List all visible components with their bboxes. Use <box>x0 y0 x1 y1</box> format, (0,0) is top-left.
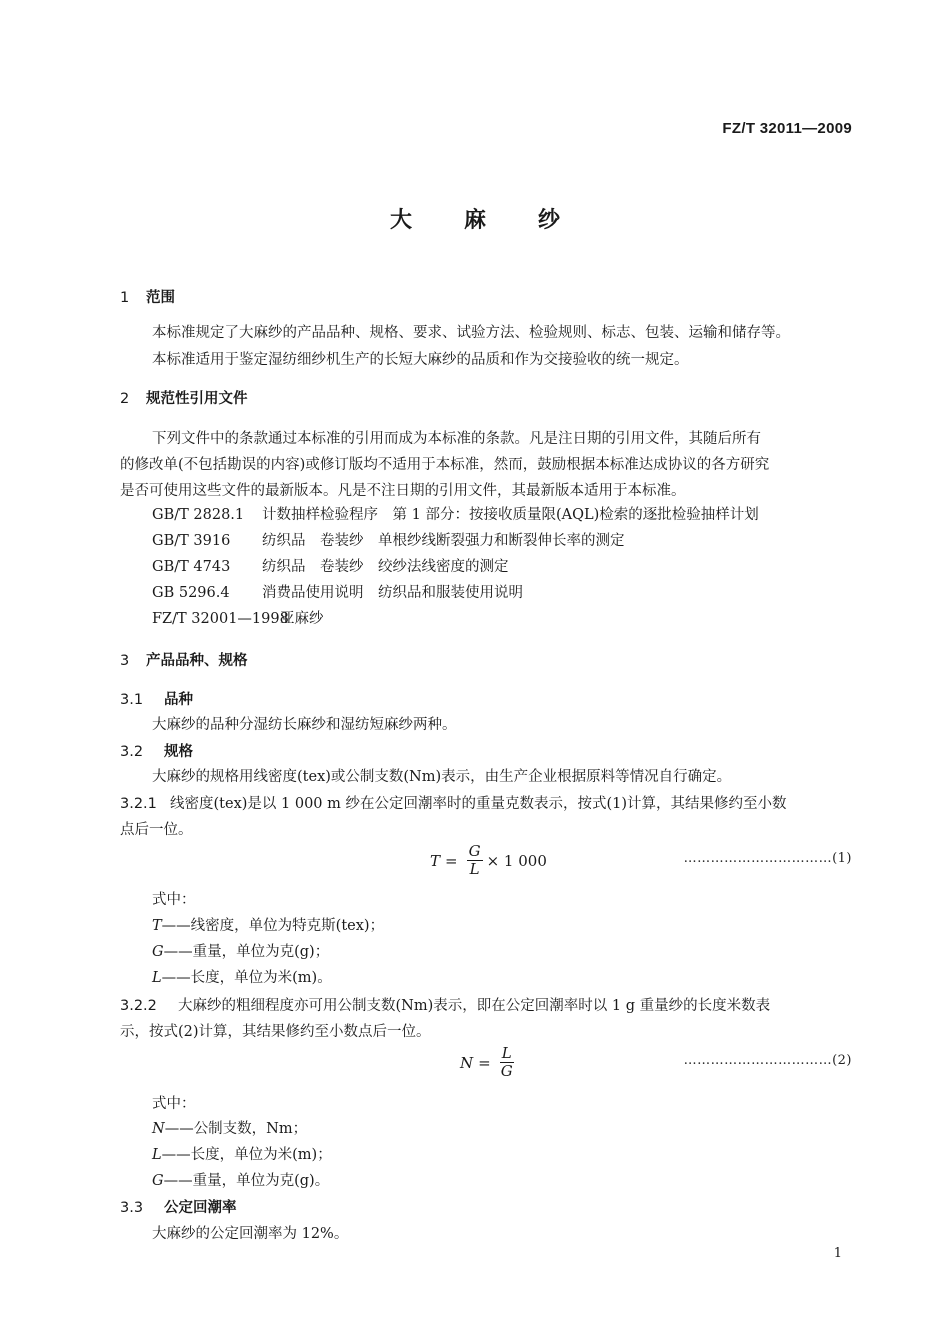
definition-text: ——长度，单位为米(m)； <box>161 1147 332 1163</box>
section-1-heading <box>120 286 175 307</box>
clause-text: 线密度(tex)是以 1 000 m 纱在公定回潮率时的重量克数表示，按式(1)计算，其结果修约至小数 <box>170 796 787 812</box>
document-title: 大麻纱 <box>389 208 612 233</box>
fraction <box>467 843 483 878</box>
section-number: 2 <box>120 391 130 407</box>
section-number: 3.3 <box>120 1200 144 1216</box>
section-number: 3.1 <box>120 692 144 708</box>
section-1-para-2: 本标准适用于鉴定湿纺细纱机生产的长短大麻纱的品质和作为交接验收的统一规定。 <box>152 352 689 368</box>
section-3-2-1-line-1 <box>120 792 787 813</box>
definition-text: ——重量，单位为克(g)； <box>163 944 330 960</box>
section-title: 公定回潮率 <box>164 1200 237 1216</box>
section-title: 范围 <box>146 290 175 306</box>
equals-sign: = <box>478 1053 491 1072</box>
numerator: G <box>468 842 481 860</box>
section-3-2-text: 大麻纱的规格用线密度(tex)或公制支数(Nm)表示，由生产企业根据原料等情况自行确定。 <box>152 769 732 785</box>
reference-code: GB/T 3916 <box>152 533 231 549</box>
definition-text: ——线密度，单位为特克斯(tex)； <box>161 918 385 934</box>
standard-number: FZ/T 32011—2009 <box>722 120 852 137</box>
section-number: 1 <box>120 290 130 306</box>
definition-text: ——公制支数，Nm； <box>164 1121 308 1137</box>
definition <box>152 966 332 987</box>
section-title: 产品品种、规格 <box>146 653 248 669</box>
section-number: 3 <box>120 653 130 669</box>
section-2-para-line-1: 下列文件中的条款通过本标准的引用而成为本标准的条款。凡是注日期的引用文件，其随后所有 <box>152 431 761 447</box>
symbol: G <box>152 944 164 960</box>
section-2-para-line-2: 的修改单(不包括勘误的内容)或修订版均不适用于本标准，然而，鼓励根据本标准达成协议的各方研究 <box>120 457 770 473</box>
section-3-2-1-line-2: 点后一位。 <box>120 822 193 838</box>
page-number: 1 <box>833 1246 842 1261</box>
reference-title: 消费品使用说明 纺织品和服装使用说明 <box>262 585 523 601</box>
definition <box>152 914 384 935</box>
definition <box>152 1143 332 1164</box>
formula-2 <box>460 1045 518 1080</box>
reference-item <box>152 529 625 550</box>
reference-item <box>152 581 523 602</box>
numerator: L <box>501 1044 512 1062</box>
clause-text: 大麻纱的粗细程度亦可用公制支数(Nm)表示，即在公定回潮率时以 1 g 重量纱的长度米数表 <box>178 998 771 1014</box>
symbol: L <box>152 1147 162 1163</box>
denominator: L <box>469 860 480 878</box>
definition <box>152 1117 307 1138</box>
section-3-heading <box>120 649 248 670</box>
denominator: G <box>500 1062 513 1080</box>
section-3-1-heading <box>120 688 193 709</box>
section-3-2-2-line-1 <box>120 994 770 1015</box>
section-3-3-heading <box>120 1196 237 1217</box>
multiplier: × 1 000 <box>486 851 547 870</box>
formula-lhs: T <box>430 851 441 870</box>
reference-code: GB/T 4743 <box>152 559 231 575</box>
reference-item <box>152 503 759 524</box>
equals-sign: = <box>445 851 458 870</box>
formula-1 <box>430 843 547 878</box>
reference-title: 纺织品 卷装纱 绞纱法线密度的测定 <box>262 559 509 575</box>
where-label: 式中： <box>152 892 196 908</box>
symbol: T <box>152 918 162 934</box>
definition <box>152 1169 329 1190</box>
section-title: 品种 <box>164 692 193 708</box>
section-1-para-1: 本标准规定了大麻纱的产品品种、规格、要求、试验方法、检验规则、标志、包装、运输和储存等。 <box>152 325 790 341</box>
definition-text: ——长度，单位为米(m)。 <box>161 970 332 986</box>
clause-number: 3.2.2 <box>120 998 157 1014</box>
reference-item <box>152 555 509 576</box>
reference-title: 计数抽样检验程序 第 1 部分：按接收质量限(AQL)检索的逐批检验抽样计划 <box>262 507 759 523</box>
section-3-1-text: 大麻纱的品种分湿纺长麻纱和湿纺短麻纱两种。 <box>152 717 457 733</box>
definition-text: ——重量，单位为克(g)。 <box>163 1173 330 1189</box>
symbol: L <box>152 970 162 986</box>
where-label: 式中： <box>152 1096 196 1112</box>
equation-number-1: ……………………………(1) <box>683 851 852 866</box>
definition <box>152 940 329 961</box>
reference-code: GB/T 2828.1 <box>152 507 245 523</box>
section-3-2-heading <box>120 740 193 761</box>
clause-number: 3.2.1 <box>120 796 157 812</box>
equation-number-2: ……………………………(2) <box>683 1053 852 1068</box>
reference-item <box>152 607 324 628</box>
section-2-heading <box>120 387 248 408</box>
section-2-para-line-3: 是否可使用这些文件的最新版本。凡是不注日期的引用文件，其最新版本适用于本标准。 <box>120 483 686 499</box>
reference-title: 纺织品 卷装纱 单根纱线断裂强力和断裂伸长率的测定 <box>262 533 625 549</box>
section-3-3-text: 大麻纱的公定回潮率为 12%。 <box>152 1226 349 1242</box>
reference-code: FZ/T 32001—1998 <box>152 611 289 627</box>
symbol: N <box>152 1121 165 1137</box>
section-title: 规格 <box>164 744 193 760</box>
section-title: 规范性引用文件 <box>146 391 248 407</box>
section-3-2-2-line-2: 示，按式(2)计算，其结果修约至小数点后一位。 <box>120 1024 431 1040</box>
formula-lhs: N <box>460 1053 474 1072</box>
symbol: G <box>152 1173 164 1189</box>
reference-code: GB 5296.4 <box>152 585 230 601</box>
reference-title: 亚麻纱 <box>280 611 324 627</box>
section-number: 3.2 <box>120 744 144 760</box>
fraction <box>500 1045 514 1080</box>
